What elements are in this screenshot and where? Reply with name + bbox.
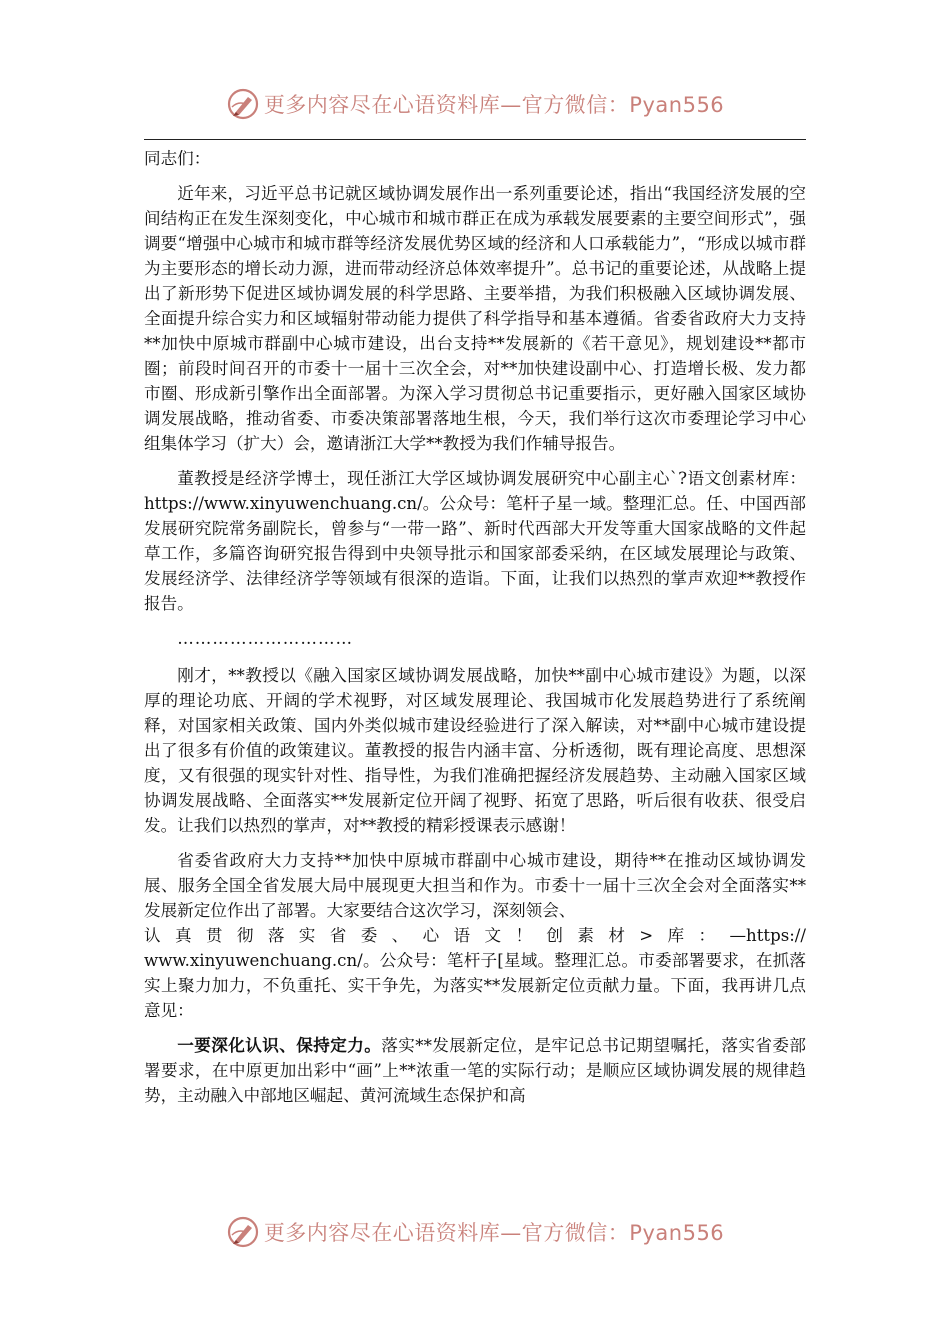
paragraph-4-rest: www.xinyuwenchuang.cn/。公众号：笔杆子[星域。整理汇总。市委部署要求，在抓落实上聚力加力，不负重托、实干争先，为落实**发展新定位贡献力量。下面，我再讲几点意见： — [144, 951, 806, 1020]
header-divider — [144, 139, 806, 140]
footer-banner — [0, 1210, 950, 1254]
point-one-heading: 一要深化认识、保持定力。 — [177, 1035, 382, 1055]
paragraph-2: 董教授是经济学博士，现任浙江大学区域协调发展研究中心副主心`?语文创素材库：https://www.xinyuwenchuang.cn/。公众号：笔杆子星一域。整理汇总。任、中国西部发展研究院常务副院长，曾参与“一带一路”、新时代西部大开发等重大国家战略的文件起草工作，多篇咨询研究报告得到中央领导批示和国家部委采纳，在区域发展理论与政策、发展经济学、法律经济学等领域有很深的造诣。下面，让我们以热烈的掌声欢迎**教授作报告。 — [144, 469, 806, 613]
pen-in-circle-logo-icon — [226, 1215, 260, 1249]
paragraph-4-spread-line: 认真贯彻落实省委、心语文！创素材>库：—https:// — [144, 926, 806, 945]
paragraph-1: 近年来，习近平总书记就区域协调发展作出一系列重要论述，指出“我国经济发展的空间结构正在发生深刻变化，中心城市和城市群正在成为承载发展要素的主要空间形式”，强调要“增强中心城市和城市群等经济发展优势区域的经济和人口承载能力”，“形成以城市群为主要形态的增长动力源，进而带动经济总体效率提升”。总书记的重要论述，从战略上提出了新形势下促进区域协调发展的科学思路、主要举措，为我们积极融入区域协调发展、全面提升综合实力和区域辐射带动能力提供了科学指导和基本遵循。省委省政府大力支持**加快中原城市群副中心城市建设，出台支持**发展新的《若干意见》，规划建设**都市圈；前段时间召开的市委十一届十三次全会，对**加快建设副中心、打造增长极、发力都市圈、形成新引擎作出全面部署。为深入学习贯彻总书记重要指示，更好融入国家区域协调发展战略，推动省委、市委决策部署落地生根，今天，我们举行这次市委理论学习中心组集体学习（扩大）会，邀请浙江大学**教授为我们作辅导报告。 — [144, 184, 806, 453]
banner-text: 更多内容尽在心语资料库—官方微信：Pyan556 — [263, 1221, 725, 1245]
paragraph-3: 刚才，**教授以《融入国家区域协调发展战略，加快**副中心城市建设》为题，以深厚的理论功底、开阔的学术视野，对区域发展理论、我国城市化发展趋势进行了系统阐释，对国家相关政策、国内外类似城市建设经验进行了深入解读，对**副中心城市建设提出了很多有价值的政策建议。董教授的报告内涵丰富、分析透彻，既有理论高度、思想深度，又有很强的现实针对性、指导性，为我们准确把握经济发展趋势、主动融入国家区域协调发展战略、全面落实**发展新定位开阔了视野、拓宽了思路，听后很有收获、很受启发。让我们以热烈的掌声，对**教授的精彩授课表示感谢！ — [144, 666, 806, 835]
point-one-text: 落实**发展新定位，是牢记总书记期望嘱托，落实省委部署要求，在中原更加出彩中“画”上**浓重一笔的实际行动；是顺应区域协调发展的规律趋势，主动融入中部地区崛起、黄河流域生态保护和高 — [144, 1036, 807, 1105]
header-banner — [0, 82, 950, 126]
paragraph-4-main: 省委省政府大力支持**加快中原城市群副中心城市建设，期待**在推动区域协调发展、服务全国全省发展大局中展现更大担当和作为。市委十一届十三次全会对全面落实**发展新定位作出了部署。大家要结合这次学习，深刻领会、 — [144, 851, 806, 920]
paragraph-5 — [144, 1033, 806, 1108]
banner-text: 更多内容尽在心语资料库—官方微信：Pyan556 — [263, 93, 725, 117]
pen-in-circle-logo-icon — [226, 87, 260, 121]
ellipsis-separator: ………………………… — [177, 629, 354, 648]
greeting: 同志们： — [144, 149, 211, 168]
document-body — [144, 146, 806, 1118]
